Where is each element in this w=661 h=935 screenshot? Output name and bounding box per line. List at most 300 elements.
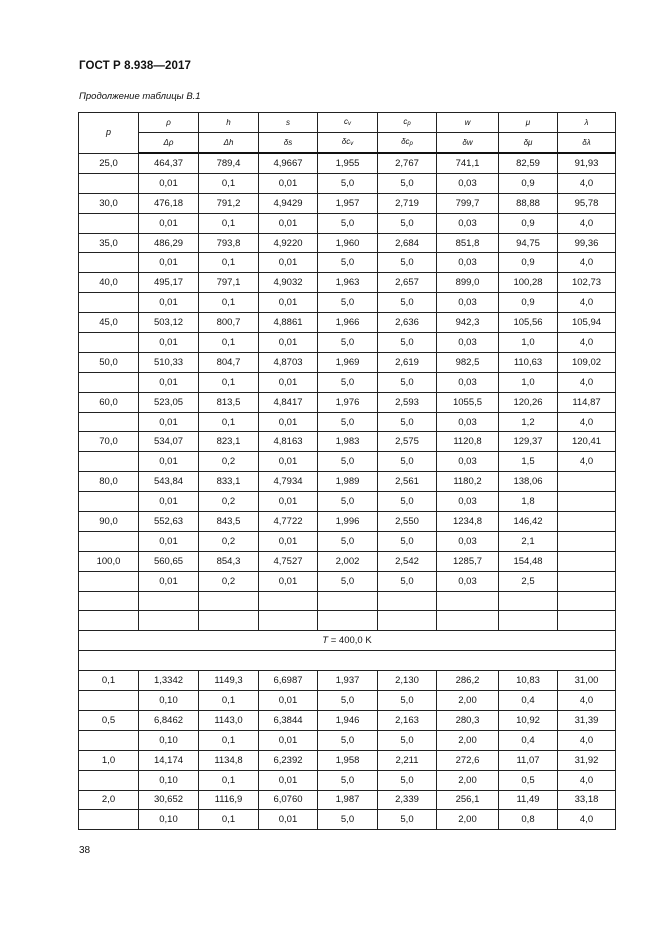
- value-cell: 0,01: [259, 531, 318, 551]
- value-cell: 503,12: [139, 313, 199, 333]
- value-cell: 114,87: [558, 392, 616, 412]
- value-cell: 2,163: [378, 710, 437, 730]
- value-cell: 789,4: [199, 153, 259, 173]
- value-cell: 100,28: [499, 273, 558, 293]
- value-cell: 2,575: [378, 432, 437, 452]
- value-cell: [558, 571, 616, 591]
- value-cell: 5,0: [378, 531, 437, 551]
- value-cell: 0,01: [259, 452, 318, 472]
- value-cell: 5,0: [378, 372, 437, 392]
- value-cell: 0,1: [199, 770, 259, 790]
- table-row: [79, 412, 616, 432]
- table-row: [79, 512, 616, 532]
- value-cell: 2,1: [499, 531, 558, 551]
- value-cell: 6,6987: [259, 671, 318, 691]
- column-header-h-symbol: h: [226, 118, 231, 127]
- value-cell: 0,03: [437, 412, 499, 432]
- value-cell: 899,0: [437, 273, 499, 293]
- value-cell: 31,39: [558, 710, 616, 730]
- value-cell: 5,0: [318, 770, 378, 790]
- pressure-cell: 40,0: [79, 273, 139, 293]
- value-cell: 2,339: [378, 790, 437, 810]
- value-cell: 2,00: [437, 770, 499, 790]
- value-cell: 0,01: [139, 452, 199, 472]
- value-cell: 6,2392: [259, 750, 318, 770]
- value-cell: 476,18: [139, 193, 199, 213]
- column-uncertainty-header-lambda-symbol: δλ: [582, 138, 591, 147]
- value-cell: 105,56: [499, 313, 558, 333]
- table-row: [79, 372, 616, 392]
- value-cell: 854,3: [199, 551, 259, 571]
- value-cell: 0,03: [437, 492, 499, 512]
- table-row: [79, 173, 616, 193]
- column-header-w-symbol: w: [464, 118, 471, 127]
- value-cell: [259, 611, 318, 631]
- value-cell: 813,5: [199, 392, 259, 412]
- value-cell: 146,42: [499, 512, 558, 532]
- value-cell: 2,636: [378, 313, 437, 333]
- value-cell: 5,0: [318, 333, 378, 353]
- value-cell: 256,1: [437, 790, 499, 810]
- value-cell: 1,955: [318, 153, 378, 173]
- value-cell: [558, 611, 616, 631]
- column-uncertainty-header-s: [259, 133, 318, 154]
- column-uncertainty-header-mu: [499, 133, 558, 154]
- value-cell: 5,0: [318, 173, 378, 193]
- value-cell: 0,01: [259, 333, 318, 353]
- table-row: [79, 730, 616, 750]
- value-cell: 109,02: [558, 352, 616, 372]
- column-header-s: [259, 113, 318, 133]
- value-cell: 4,0: [558, 730, 616, 750]
- value-cell: [378, 591, 437, 611]
- page-number: 38: [79, 845, 91, 856]
- data-table: [78, 112, 616, 830]
- value-cell: [558, 512, 616, 532]
- value-cell: 1143,0: [199, 710, 259, 730]
- value-cell: 0,01: [259, 691, 318, 711]
- value-cell: 2,550: [378, 512, 437, 532]
- value-cell: 0,01: [259, 253, 318, 273]
- column-uncertainty-header-h-symbol: Δh: [223, 138, 234, 147]
- value-cell: 102,73: [558, 273, 616, 293]
- value-cell: 552,63: [139, 512, 199, 532]
- column-header-cp-subscript: p: [407, 120, 411, 127]
- value-cell: 823,1: [199, 432, 259, 452]
- value-cell: 0,01: [259, 412, 318, 432]
- value-cell: 5,0: [318, 253, 378, 273]
- value-cell: 82,59: [499, 153, 558, 173]
- column-header-cv-symbol: c: [344, 116, 348, 126]
- value-cell: 1180,2: [437, 472, 499, 492]
- pressure-cell: 2,0: [79, 790, 139, 810]
- value-cell: 1055,5: [437, 392, 499, 412]
- table-row: [79, 293, 616, 313]
- value-cell: 534,07: [139, 432, 199, 452]
- value-cell: 31,92: [558, 750, 616, 770]
- value-cell: 4,9032: [259, 273, 318, 293]
- value-cell: 0,10: [139, 810, 199, 830]
- value-cell: 120,41: [558, 432, 616, 452]
- value-cell: 0,01: [259, 810, 318, 830]
- value-cell: 2,542: [378, 551, 437, 571]
- value-cell: 11,07: [499, 750, 558, 770]
- table-row: [79, 790, 616, 810]
- value-cell: 0,1: [199, 372, 259, 392]
- table-row: [79, 531, 616, 551]
- table-row: [79, 273, 616, 293]
- value-cell: [558, 492, 616, 512]
- column-header-cv-subscript: v: [348, 120, 351, 127]
- value-cell: 0,01: [259, 213, 318, 233]
- table-row: [79, 253, 616, 273]
- value-cell: 6,8462: [139, 710, 199, 730]
- pressure-cell: 70,0: [79, 432, 139, 452]
- pressure-cell: 0,1: [79, 671, 139, 691]
- value-cell: [558, 591, 616, 611]
- section-row: [79, 631, 616, 651]
- value-cell: 2,5: [499, 571, 558, 591]
- value-cell: 2,657: [378, 273, 437, 293]
- pressure-cell: 100,0: [79, 551, 139, 571]
- column-header-s-symbol: s: [286, 118, 290, 127]
- pressure-cell: [79, 412, 139, 432]
- pressure-cell: 25,0: [79, 153, 139, 173]
- value-cell: 0,10: [139, 770, 199, 790]
- column-uncertainty-header-mu-symbol: δμ: [523, 138, 533, 147]
- value-cell: 1,987: [318, 790, 378, 810]
- value-cell: 4,0: [558, 770, 616, 790]
- value-cell: 0,03: [437, 213, 499, 233]
- pressure-cell: 80,0: [79, 472, 139, 492]
- value-cell: [259, 591, 318, 611]
- value-cell: 0,9: [499, 213, 558, 233]
- value-cell: 833,1: [199, 472, 259, 492]
- value-cell: 138,06: [499, 472, 558, 492]
- value-cell: 1,8: [499, 492, 558, 512]
- value-cell: 5,0: [378, 810, 437, 830]
- value-cell: 0,4: [499, 730, 558, 750]
- value-cell: 0,01: [259, 173, 318, 193]
- document-header: ГОСТ Р 8.938—2017: [79, 60, 191, 72]
- value-cell: 1,2: [499, 412, 558, 432]
- table-body-block-1: [79, 153, 616, 631]
- value-cell: 2,002: [318, 551, 378, 571]
- table-row: [79, 571, 616, 591]
- column-header-cp: [378, 113, 437, 133]
- value-cell: 4,7527: [259, 551, 318, 571]
- value-cell: 4,0: [558, 452, 616, 472]
- value-cell: 1134,8: [199, 750, 259, 770]
- value-cell: 4,0: [558, 293, 616, 313]
- value-cell: [378, 611, 437, 631]
- pressure-cell: [79, 531, 139, 551]
- column-uncertainty-header-rho-symbol: Δρ: [163, 138, 174, 147]
- value-cell: 1116,9: [199, 790, 259, 810]
- value-cell: 0,01: [139, 253, 199, 273]
- column-header-rho-symbol: ρ: [166, 118, 171, 127]
- value-cell: 0,1: [199, 810, 259, 830]
- value-cell: 95,78: [558, 193, 616, 213]
- value-cell: 0,01: [139, 412, 199, 432]
- column-header-cv: [318, 113, 378, 133]
- value-cell: 0,03: [437, 571, 499, 591]
- value-cell: 0,03: [437, 293, 499, 313]
- column-uncertainty-header-cp: [378, 133, 437, 154]
- column-uncertainty-header-lambda: [558, 133, 616, 154]
- table-row: [79, 452, 616, 472]
- value-cell: 843,5: [199, 512, 259, 532]
- value-cell: 11,49: [499, 790, 558, 810]
- pressure-cell: [79, 591, 139, 611]
- table-row: [79, 153, 616, 173]
- value-cell: 5,0: [318, 571, 378, 591]
- value-cell: 4,0: [558, 372, 616, 392]
- value-cell: 1285,7: [437, 551, 499, 571]
- table-row: [79, 432, 616, 452]
- value-cell: 0,01: [139, 531, 199, 551]
- value-cell: 1,3342: [139, 671, 199, 691]
- pressure-cell: 45,0: [79, 313, 139, 333]
- value-cell: 5,0: [378, 730, 437, 750]
- pressure-cell: [79, 452, 139, 472]
- value-cell: 5,0: [378, 691, 437, 711]
- value-cell: 0,03: [437, 531, 499, 551]
- value-cell: 1149,3: [199, 671, 259, 691]
- value-cell: 793,8: [199, 233, 259, 253]
- value-cell: 94,75: [499, 233, 558, 253]
- value-cell: 1,976: [318, 392, 378, 412]
- value-cell: [318, 611, 378, 631]
- value-cell: 0,01: [259, 770, 318, 790]
- value-cell: 797,1: [199, 273, 259, 293]
- value-cell: 0,1: [199, 412, 259, 432]
- value-cell: 272,6: [437, 750, 499, 770]
- pressure-cell: [79, 571, 139, 591]
- value-cell: 2,719: [378, 193, 437, 213]
- pressure-cell: [79, 770, 139, 790]
- value-cell: 30,652: [139, 790, 199, 810]
- value-cell: 5,0: [318, 213, 378, 233]
- value-cell: 0,03: [437, 333, 499, 353]
- value-cell: [558, 531, 616, 551]
- value-cell: 486,29: [139, 233, 199, 253]
- pressure-cell: 0,5: [79, 710, 139, 730]
- value-cell: 942,3: [437, 313, 499, 333]
- value-cell: 4,0: [558, 333, 616, 353]
- value-cell: 4,0: [558, 213, 616, 233]
- section-blank-row: [79, 651, 616, 671]
- table-row: [79, 710, 616, 730]
- table-row: [79, 611, 616, 631]
- pressure-cell: [79, 173, 139, 193]
- value-cell: 0,03: [437, 253, 499, 273]
- pressure-cell: [79, 492, 139, 512]
- value-cell: 1,0: [499, 372, 558, 392]
- value-cell: 14,174: [139, 750, 199, 770]
- value-cell: 0,01: [259, 372, 318, 392]
- value-cell: 2,767: [378, 153, 437, 173]
- value-cell: 31,00: [558, 671, 616, 691]
- table-section: [79, 631, 616, 671]
- column-header-mu-symbol: μ: [525, 118, 531, 127]
- value-cell: 0,01: [139, 492, 199, 512]
- value-cell: 0,9: [499, 253, 558, 273]
- value-cell: 1,937: [318, 671, 378, 691]
- value-cell: 0,10: [139, 691, 199, 711]
- value-cell: 1234,8: [437, 512, 499, 532]
- table-row: [79, 193, 616, 213]
- value-cell: 510,33: [139, 352, 199, 372]
- value-cell: 10,92: [499, 710, 558, 730]
- value-cell: 286,2: [437, 671, 499, 691]
- pressure-cell: 30,0: [79, 193, 139, 213]
- value-cell: 0,5: [499, 770, 558, 790]
- value-cell: 1,5: [499, 452, 558, 472]
- value-cell: 5,0: [318, 730, 378, 750]
- value-cell: 804,7: [199, 352, 259, 372]
- value-cell: 0,01: [259, 730, 318, 750]
- value-cell: 0,2: [199, 492, 259, 512]
- column-header-rho: [139, 113, 199, 133]
- value-cell: 0,4: [499, 691, 558, 711]
- table-row: [79, 691, 616, 711]
- value-cell: 543,84: [139, 472, 199, 492]
- value-cell: 1,960: [318, 233, 378, 253]
- value-cell: 4,7934: [259, 472, 318, 492]
- value-cell: 2,211: [378, 750, 437, 770]
- value-cell: 6,0760: [259, 790, 318, 810]
- value-cell: 4,8163: [259, 432, 318, 452]
- column-uncertainty-header-w: [437, 133, 499, 154]
- value-cell: 741,1: [437, 153, 499, 173]
- value-cell: 0,1: [199, 691, 259, 711]
- value-cell: 800,7: [199, 313, 259, 333]
- value-cell: 4,9220: [259, 233, 318, 253]
- column-uncertainty-header-cv-symbol: δc: [341, 136, 351, 146]
- value-cell: 2,593: [378, 392, 437, 412]
- value-cell: 0,01: [139, 571, 199, 591]
- value-cell: 5,0: [378, 253, 437, 273]
- value-cell: 5,0: [378, 173, 437, 193]
- value-cell: 5,0: [318, 691, 378, 711]
- value-cell: 4,7722: [259, 512, 318, 532]
- value-cell: 0,1: [199, 333, 259, 353]
- column-uncertainty-header-w-symbol: δw: [462, 138, 473, 147]
- value-cell: 154,48: [499, 551, 558, 571]
- value-cell: [558, 551, 616, 571]
- column-uncertainty-header-cv: [318, 133, 378, 154]
- pressure-cell: [79, 611, 139, 631]
- pressure-cell: [79, 730, 139, 750]
- pressure-cell: [79, 293, 139, 313]
- table-row: [79, 671, 616, 691]
- value-cell: 1,966: [318, 313, 378, 333]
- value-cell: 799,7: [437, 193, 499, 213]
- pressure-cell: 35,0: [79, 233, 139, 253]
- value-cell: 0,01: [259, 492, 318, 512]
- value-cell: 0,01: [139, 333, 199, 353]
- column-uncertainty-header-cv-subscript: v: [350, 140, 354, 147]
- value-cell: 1,0: [499, 333, 558, 353]
- value-cell: 791,2: [199, 193, 259, 213]
- column-header-p: p: [79, 113, 139, 154]
- value-cell: 280,3: [437, 710, 499, 730]
- pressure-cell: [79, 253, 139, 273]
- value-cell: 982,5: [437, 352, 499, 372]
- value-cell: 5,0: [378, 213, 437, 233]
- value-cell: 6,3844: [259, 710, 318, 730]
- value-cell: 33,18: [558, 790, 616, 810]
- value-cell: 0,2: [199, 452, 259, 472]
- value-cell: 4,0: [558, 412, 616, 432]
- value-cell: [558, 472, 616, 492]
- value-cell: 0,03: [437, 173, 499, 193]
- value-cell: [199, 591, 259, 611]
- value-cell: 0,01: [139, 213, 199, 233]
- value-cell: 4,9667: [259, 153, 318, 173]
- value-cell: 10,83: [499, 671, 558, 691]
- column-uncertainty-header-s-symbol: δs: [283, 138, 293, 147]
- value-cell: [139, 591, 199, 611]
- table-row: [79, 313, 616, 333]
- value-cell: 5,0: [318, 810, 378, 830]
- value-cell: 2,00: [437, 691, 499, 711]
- column-uncertainty-header-rho: [139, 133, 199, 154]
- pressure-cell: [79, 333, 139, 353]
- value-cell: 1,983: [318, 432, 378, 452]
- table-row: [79, 213, 616, 233]
- table-row: [79, 591, 616, 611]
- value-cell: 5,0: [378, 770, 437, 790]
- value-cell: 0,1: [199, 253, 259, 273]
- table-row: [79, 770, 616, 790]
- value-cell: 4,0: [558, 691, 616, 711]
- value-cell: 5,0: [318, 372, 378, 392]
- value-cell: 110,63: [499, 352, 558, 372]
- value-cell: 1,958: [318, 750, 378, 770]
- table-header: [79, 113, 616, 154]
- value-cell: 0,9: [499, 173, 558, 193]
- value-cell: [499, 591, 558, 611]
- column-header-w: [437, 113, 499, 133]
- value-cell: 0,01: [139, 293, 199, 313]
- value-cell: 5,0: [318, 452, 378, 472]
- value-cell: 464,37: [139, 153, 199, 173]
- column-uncertainty-header-cp-symbol: δc: [401, 136, 410, 146]
- value-cell: 851,8: [437, 233, 499, 253]
- value-cell: 2,684: [378, 233, 437, 253]
- value-cell: 0,1: [199, 173, 259, 193]
- value-cell: 0,03: [437, 372, 499, 392]
- value-cell: 0,1: [199, 293, 259, 313]
- column-uncertainty-header-cp-subscript: p: [409, 140, 413, 147]
- value-cell: 0,1: [199, 213, 259, 233]
- value-cell: 1,946: [318, 710, 378, 730]
- pressure-cell: 90,0: [79, 512, 139, 532]
- table-row: [79, 810, 616, 830]
- value-cell: 0,01: [139, 173, 199, 193]
- value-cell: 4,9429: [259, 193, 318, 213]
- value-cell: 99,36: [558, 233, 616, 253]
- column-header-lambda-symbol: λ: [584, 118, 589, 127]
- value-cell: 5,0: [318, 492, 378, 512]
- value-cell: 523,05: [139, 392, 199, 412]
- value-cell: 4,0: [558, 253, 616, 273]
- column-header-lambda: [558, 113, 616, 133]
- value-cell: 0,03: [437, 452, 499, 472]
- value-cell: 1,957: [318, 193, 378, 213]
